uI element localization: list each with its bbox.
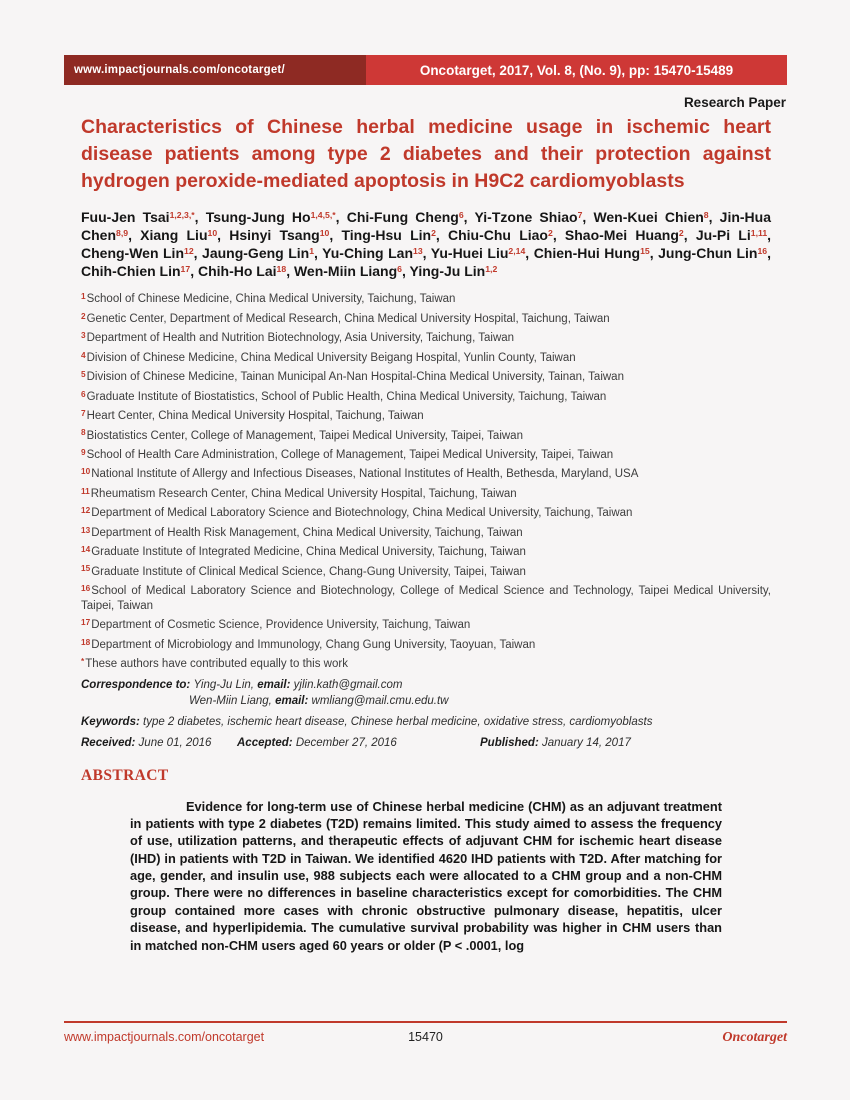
affiliation-text: Department of Health and Nutrition Biotechnology, Asia University, Taichung, Taiwan <box>86 332 515 345</box>
footer-page-number: 15470 <box>408 1030 443 1044</box>
affiliation-item <box>81 351 771 366</box>
abstract-text: Evidence for long-term use of Chinese herbal medicine (CHM) as an adjuvant treatment in patients with type 2 diabetes (T2D) remains limited. This study aimed to assess the frequency of use, utilization patterns, and therapeutic effects of adjuvant CHM for ischemic heart disease (IHD) in patients with T2D in Taiwan. We identified 4620 IHD patients with T2D. After matching for age, gender, and insulin use, 988 subjects each were allocated to a CHM group and a non-CHM group. There were no differences in baseline characteristics except for comorbidities. The CHM group contained more cases with chronic obstructive pulmonary disease, hepatitis, ulcer disease, and hyperlipidemia. The cumulative survival probability was higher in CHM users than in matched non-CHM users aged 60 years or older (P < .0001, log <box>130 798 722 953</box>
affiliation-number: 8 <box>81 428 86 438</box>
author-superscript: 12 <box>184 246 194 257</box>
affiliation-number: 5 <box>81 370 86 380</box>
author-name: Jin-Hua Chen <box>81 208 771 243</box>
affiliation-text: Genetic Center, Department of Medical Research, China Medical University Hospital, Taichung, Taiwan <box>86 312 610 325</box>
affiliation-item <box>81 331 771 346</box>
affiliation-text: School of Health Care Administration, College of Management, Taipei Medical University, Taipei, Taiwan <box>86 448 614 461</box>
affiliation-number: 2 <box>81 311 86 321</box>
author-superscript: 18 <box>276 264 287 275</box>
accepted-label: Accepted: <box>237 736 293 749</box>
authors-line: Fuu-Jen Tsai$^{1,2,3,*}$, Tsung-Jung $Ho^{1,4,5,*}$, Chi-Fung Cheng$^6$, Yi-Tzone Shiao$^7$, Wen-Kuei Chien$^8$, Jin-Hua Chen$^{8,9}$, Xiang Liu$^{10}$, Hsinyi Tsang$^{10}$, Ting-Hsu Lin$^2$, Chiu-Chu Liao$^2$, Shao-Mei Huang$^2$, Ju-Pi Li$^{1,11}$, Cheng-Wen Lin$^{12}$, Jaung-Geng Lin$^1$, Yu-Ching Lan$^{13}$, Yu-Huei Liu$^{2,14}$, Chien-Hui Hung$^{15}$, Jung-Chun Lin$^{16}$, Chih-Chien Lin$^{17}$, Chih-Ho Lai$^{18}$, Wen-Miin Liang$^6$, Ying-Ju Lin$^{1,2}$ <box>81 208 772 280</box>
affiliation-item <box>81 506 771 521</box>
affiliation-item <box>81 312 771 327</box>
author-superscript: 2 <box>547 228 553 239</box>
affiliation-text: Graduate Institute of Integrated Medicine, China Medical University, Taichung, Taiwan <box>91 546 526 559</box>
affiliation-number: 16 <box>81 583 91 593</box>
affiliation-number: 7 <box>81 408 86 418</box>
affiliation-number: 12 <box>81 506 91 516</box>
author-name: Chi-Fung Cheng <box>346 208 459 225</box>
author-name: Hsinyi Tsang <box>229 226 320 243</box>
affiliation-number: 15 <box>81 564 91 574</box>
author-name: Jung-Chun Lin <box>658 245 758 262</box>
affiliation-item <box>81 467 771 482</box>
affiliation-item <box>81 292 771 307</box>
correspondence-name-2: Wen-Miin Liang, <box>189 695 272 708</box>
affiliation-item <box>81 409 771 424</box>
affiliation-number: 13 <box>81 525 91 535</box>
affiliation-text: Department of Medical Laboratory Science and Biotechnology, China Medical University, Taichung, Taiwan <box>91 507 633 520</box>
affiliation-text: Department of Health Risk Management, China Medical University, Taichung, Taiwan <box>91 526 523 539</box>
author-name: Ju-Pi Li <box>695 226 751 243</box>
keywords-label: Keywords: <box>81 716 140 729</box>
author-superscript: 1,4,5,* <box>310 209 336 220</box>
author-name: Fuu-Jen Tsai <box>81 208 170 225</box>
affiliation-number: 3 <box>81 331 86 341</box>
author-name: Ying-Ju Lin <box>409 263 486 280</box>
accepted-date <box>237 737 480 749</box>
email-label-2: email: <box>275 695 309 708</box>
author-superscript: 2,14 <box>508 246 526 257</box>
affiliation-number: 18 <box>81 637 91 647</box>
abstract-heading: ABSTRACT <box>81 766 169 784</box>
affiliation-number: 4 <box>81 350 86 360</box>
correspondence-email-2[interactable]: wmliang@mail.cmu.edu.tw <box>311 695 449 708</box>
author-name: Cheng-Wen Lin <box>81 245 184 262</box>
author-superscript: 15 <box>640 246 650 257</box>
published-date <box>480 737 631 749</box>
author-name: Shao-Mei Huang <box>564 226 679 243</box>
affiliation-text: Graduate Institute of Clinical Medical Science, Chang-Gung University, Taipei, Taiwan <box>91 565 526 578</box>
author-superscript: 7 <box>577 209 583 220</box>
affiliation-item <box>81 390 771 405</box>
affiliation-number: 10 <box>81 467 91 477</box>
author-name: Wen-Kuei Chien <box>593 208 704 225</box>
author-superscript: 10 <box>207 228 218 239</box>
author-name: Chiu-Chu Liao <box>448 226 548 243</box>
correspondence-line-1 <box>81 677 771 693</box>
affiliation-number: 1 <box>81 292 86 302</box>
author-superscript: 1,2,3,* <box>169 209 195 220</box>
author-name: Ting-Hsu Lin <box>341 226 432 243</box>
email-label-1: email: <box>257 679 291 692</box>
affiliations-list <box>81 292 771 672</box>
keywords-line <box>81 714 771 730</box>
affiliation-text: Graduate Institute of Biostatistics, School of Public Health, China Medical University, Taichung, Taiwan <box>86 390 607 403</box>
affiliation-text: Rheumatism Research Center, China Medical University Hospital, Taichung, Taiwan <box>90 487 517 500</box>
article-title: Characteristics of Chinese herbal medicine usage in ischemic heart disease patients among type 2 diabetes and their protection against hydrogen peroxide-mediated apoptosis in H9C2 cardiomyoblasts <box>81 116 771 192</box>
affiliation-item <box>81 638 771 653</box>
author-superscript: 1,2 <box>485 264 498 275</box>
author-name: Chih-Ho Lai <box>197 263 277 280</box>
affiliation-item <box>81 370 771 385</box>
author-name: Chih-Chien Lin <box>81 263 181 280</box>
author-superscript: 13 <box>413 246 423 257</box>
received-label: Received: <box>81 736 136 749</box>
affiliation-number: 9 <box>81 447 86 457</box>
received-value: June 01, 2016 <box>138 736 212 749</box>
affiliation-text: Heart Center, China Medical University Hospital, Taichung, Taiwan <box>86 410 424 423</box>
author-name: Yu-Huei Liu <box>430 245 509 262</box>
affiliation-text: Department of Cosmetic Science, Providence University, Taichung, Taiwan <box>91 619 471 632</box>
affiliation-text: These authors have contributed equally to this work <box>85 658 348 671</box>
correspondence-block <box>81 677 771 709</box>
affiliation-item <box>81 448 771 463</box>
author-name: Yi-Tzone Shiao <box>474 208 578 225</box>
journal-citation: Oncotarget, 2017, Vol. 8, (No. 9), pp: 15470-15489 <box>366 55 787 85</box>
affiliation-number: 11 <box>81 486 90 496</box>
author-name: Tsung-Jung Ho <box>205 208 311 225</box>
affiliation-number: 14 <box>81 545 91 555</box>
published-label: Published: <box>480 736 539 749</box>
page-footer <box>64 1021 787 1046</box>
article-type-label: Research Paper <box>683 95 786 110</box>
author-superscript: 10 <box>319 228 330 239</box>
affiliation-item <box>81 545 771 560</box>
affiliation-number: 6 <box>81 389 86 399</box>
author-superscript: 6 <box>397 264 402 275</box>
author-superscript: 2 <box>431 228 436 239</box>
affiliation-item <box>81 429 771 444</box>
affiliation-item <box>81 565 771 580</box>
affiliation-text: Biostatistics Center, College of Management, Taipei Medical University, Taipei, Taiwan <box>86 429 523 442</box>
affiliation-text: School of Chinese Medicine, China Medical University, Taichung, Taiwan <box>86 293 456 306</box>
accepted-value: December 27, 2016 <box>295 736 397 749</box>
article-content <box>81 114 771 967</box>
author-superscript: 1 <box>309 246 315 257</box>
affiliation-item <box>81 526 771 541</box>
keywords-text: type 2 diabetes, ischemic heart disease, Chinese herbal medicine, oxidative stress, cardiomyoblasts <box>143 716 653 729</box>
footer-site-url: www.impactjournals.com/oncotarget <box>64 1030 265 1044</box>
published-value: January 14, 2017 <box>541 736 631 749</box>
correspondence-line-2 <box>189 693 771 709</box>
author-superscript: 16 <box>757 246 768 257</box>
author-name: Yu-Ching Lan <box>322 245 413 262</box>
journal-site-url: www.impactjournals.com/oncotarget/ <box>64 55 366 85</box>
affiliation-item <box>81 657 771 672</box>
author-superscript: 6 <box>458 209 464 220</box>
affiliation-text: Division of Chinese Medicine, Tainan Municipal An-Nan Hospital-China Medical University, Tainan, Taiwan <box>86 371 624 384</box>
correspondence-email-1[interactable]: yjlin.kath@gmail.com <box>293 679 403 692</box>
affiliation-text: School of Medical Laboratory Science and Biotechnology, College of Medical Science and Technology, Taipei Medical University, Taipei, Taiwan <box>81 585 771 612</box>
affiliation-text: Division of Chinese Medicine, China Medical University Beigang Hospital, Yunlin County, Taiwan <box>86 351 576 364</box>
author-superscript: 8 <box>703 209 709 220</box>
affiliation-text: National Institute of Allergy and Infectious Diseases, National Institutes of Health, Bethesda, Maryland, USA <box>91 468 639 481</box>
affiliation-item <box>81 487 771 502</box>
author-name: Jaung-Geng Lin <box>202 245 310 262</box>
correspondence-label: Correspondence to: <box>81 679 191 692</box>
correspondence-name-1: Ying-Ju Lin, <box>193 679 254 692</box>
author-superscript: 17 <box>180 264 191 275</box>
affiliation-text: Department of Microbiology and Immunology, Chang Gung University, Taoyuan, Taiwan <box>91 638 536 651</box>
affiliation-item <box>81 618 771 633</box>
author-name: Chien-Hui Hung <box>533 245 641 262</box>
affiliation-number: * <box>81 657 85 667</box>
author-name: Wen-Miin Liang <box>293 263 398 280</box>
author-superscript: 8,9 <box>116 228 129 239</box>
author-name: Xiang Liu <box>140 226 208 243</box>
received-date <box>81 737 237 749</box>
author-superscript: 2 <box>678 228 684 239</box>
footer-journal-name: Oncotarget <box>722 1030 787 1045</box>
dates-line <box>81 737 771 749</box>
affiliation-item <box>81 584 771 614</box>
author-superscript: 1,11 <box>750 228 768 239</box>
journal-header-bar <box>64 55 787 85</box>
affiliation-number: 17 <box>81 618 91 628</box>
